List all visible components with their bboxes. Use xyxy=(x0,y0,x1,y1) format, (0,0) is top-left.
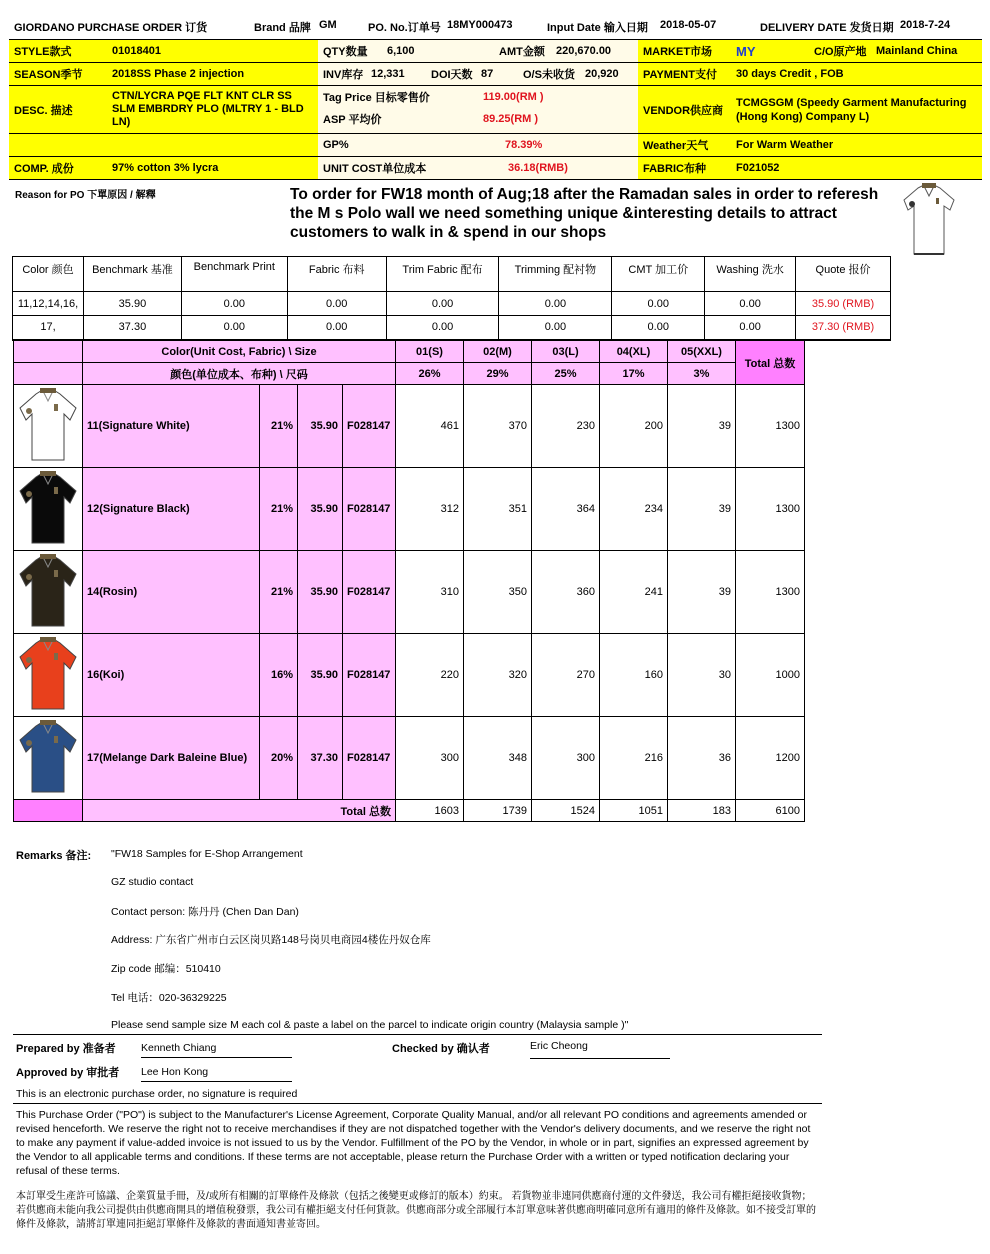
size-qty: 270 xyxy=(532,634,600,717)
polo-shirt-icon xyxy=(16,552,80,630)
input-date-value: 2018-05-07 xyxy=(660,19,717,31)
size-qty: 36 xyxy=(668,717,736,800)
color-swatch-image xyxy=(14,468,83,551)
reason-text: To order for FW18 month of Aug;18 after the Ramadan sales in order to referesh the M s Polo wall we need something unique &interesting details to attract customers to walk in & spend in our shops xyxy=(290,186,879,241)
size-qty: 320 xyxy=(464,634,532,717)
col-header: Trimming 配衬物 xyxy=(499,257,612,292)
color-size-header-cn: 颜色(单位成本、布种) \ 尺码 xyxy=(83,363,396,385)
col-header: CMT 加工价 xyxy=(612,257,705,292)
size-total: 1603 xyxy=(396,800,464,822)
size-qty: 370 xyxy=(464,385,532,468)
color-fabric: F028147 xyxy=(343,468,396,551)
color-pct: 16% xyxy=(260,634,298,717)
col-header: Quote 报价 xyxy=(796,257,891,292)
size-pct-row xyxy=(14,363,805,385)
inv-label: INV库存 xyxy=(323,69,364,81)
cell: 35.90 xyxy=(83,292,181,316)
row-total: 1000 xyxy=(736,634,805,717)
electronic-note: This is an electronic purchase order, no signature is required xyxy=(16,1088,298,1100)
col-header: Washing 洗水 xyxy=(705,257,796,292)
color-pct: 21% xyxy=(260,385,298,468)
color-unit-cost: 35.90 xyxy=(298,468,343,551)
tag-price-label: Tag Price 目标零售价 xyxy=(323,92,430,104)
quote-cell: 37.30 (RMB) xyxy=(796,316,891,340)
polo-shirt-icon xyxy=(16,386,80,464)
gp-label: GP% xyxy=(323,139,349,151)
polo-shirt-icon xyxy=(896,180,962,260)
size-qty: 39 xyxy=(668,551,736,634)
size-qty: 461 xyxy=(396,385,464,468)
size-qty: 160 xyxy=(600,634,668,717)
size-qty: 312 xyxy=(396,468,464,551)
amt-value: 220,670.00 xyxy=(556,45,612,57)
size-header-row xyxy=(14,341,805,363)
polo-shirt-icon xyxy=(16,635,80,713)
brand-value: GM xyxy=(319,19,337,31)
weather-label: Weather天气 xyxy=(643,140,709,152)
asp-label: ASP 平均价 xyxy=(323,114,382,126)
legal-terms-en: This Purchase Order ("PO") is subject to the Manufacturer's License Agreement, Corporate Quality Manual, and/or all relevant PO conditions and agreements amended or revised henceforth. We reserve the right not to receive merchandises if they are not dispatched together with the Vendor's delivery documents, and we reserve the right not to make any payment if value-added invoice is not issued to us by the Vendor. Fulfillment of the PO by the Vendor, in whole or in part, signifies an expressed agreement by the Vendor to all applicable terms and conditions. If these terms are not acceptable, please return the Purchase Order with a written or typed notification declaring your refusal of these terms. xyxy=(16,1109,811,1177)
checked-by-value: Eric Cheong xyxy=(530,1040,670,1059)
size-qty: 350 xyxy=(464,551,532,634)
color-swatch-image xyxy=(14,634,83,717)
size-qty: 230 xyxy=(532,385,600,468)
remark-line: Address: 广东省广州市白云区岗贝路148号岗贝电商园4楼佐丹奴仓库 xyxy=(111,934,431,946)
size-qty: 200 xyxy=(600,385,668,468)
size-total: 183 xyxy=(668,800,736,822)
color-size-header: Color(Unit Cost, Fabric) \ Size xyxy=(83,341,396,363)
approved-by-label: Approved by 审批者 xyxy=(16,1067,120,1079)
size-qty: 351 xyxy=(464,468,532,551)
weather-value: For Warm Weather xyxy=(736,139,834,151)
color-name: 14(Rosin) xyxy=(83,551,260,634)
size-header: 02(M) xyxy=(464,341,532,363)
color-unit-cost: 35.90 xyxy=(298,551,343,634)
cell: 0.00 xyxy=(287,292,386,316)
unit-cost-label: UNIT COST单位成本 xyxy=(323,163,427,175)
fabric-value: F021052 xyxy=(736,162,780,174)
total-header: Total 总数 xyxy=(736,341,805,385)
remark-line: Contact person: 陈丹丹 (Chen Dan Dan) xyxy=(111,906,299,918)
size-total: 1524 xyxy=(532,800,600,822)
polo-shirt-icon xyxy=(16,469,80,547)
brand-label: Brand 品牌 xyxy=(254,22,311,34)
doi-label: DOI天数 xyxy=(431,69,473,81)
color-row xyxy=(14,717,805,800)
size-qty: 310 xyxy=(396,551,464,634)
color-pct: 21% xyxy=(260,551,298,634)
delivery-date-value: 2018-7-24 xyxy=(900,19,951,31)
size-qty: 360 xyxy=(532,551,600,634)
size-qty: 39 xyxy=(668,385,736,468)
size-total: 1051 xyxy=(600,800,668,822)
size-qty: 364 xyxy=(532,468,600,551)
product-sketch-image xyxy=(896,180,962,260)
size-header: 05(XXL) xyxy=(668,341,736,363)
remark-line: "FW18 Samples for E-Shop Arrangement xyxy=(111,848,303,860)
size-total: 1739 xyxy=(464,800,532,822)
row-total: 1300 xyxy=(736,468,805,551)
row-total: 1300 xyxy=(736,551,805,634)
desc-value: CTN/LYCRA PQE FLT KNT CLR SS SLM EMBRDRY PLO (MLTRY 1 - BLD LN) xyxy=(112,90,304,128)
color-swatch-image xyxy=(14,717,83,800)
row-total: 1200 xyxy=(736,717,805,800)
document-title: GIORDANO PURCHASE ORDER 订货 xyxy=(14,22,208,34)
divider xyxy=(13,1034,822,1035)
color-fabric: F028147 xyxy=(343,634,396,717)
qty-value: 6,100 xyxy=(387,45,415,57)
size-qty: 39 xyxy=(668,468,736,551)
cell: 0.00 xyxy=(386,292,499,316)
size-qty: 30 xyxy=(668,634,736,717)
cell: 37.30 xyxy=(83,316,181,340)
table-row xyxy=(13,316,891,340)
color-row xyxy=(14,468,805,551)
header-row xyxy=(14,19,974,35)
amt-label: AMT金额 xyxy=(499,46,545,58)
remark-line: GZ studio contact xyxy=(111,876,194,888)
size-breakdown-table xyxy=(13,340,805,822)
qty-label: QTY数量 xyxy=(323,46,368,58)
origin-label: C/O原产地 xyxy=(814,46,867,58)
remarks-label: Remarks 备注: xyxy=(16,850,92,862)
grand-total: 6100 xyxy=(736,800,805,822)
color-unit-cost: 37.30 xyxy=(298,717,343,800)
input-date-label: Input Date 输入日期 xyxy=(547,22,648,34)
cell: 0.00 xyxy=(499,316,612,340)
order-info-grid xyxy=(9,39,982,180)
size-pct: 3% xyxy=(668,363,736,385)
inv-value: 12,331 xyxy=(371,68,405,80)
po-value: 18MY000473 xyxy=(447,19,513,31)
cell: 17, xyxy=(13,316,84,340)
payment-label: PAYMENT支付 xyxy=(643,69,717,81)
color-fabric: F028147 xyxy=(343,551,396,634)
color-name: 12(Signature Black) xyxy=(83,468,260,551)
size-qty: 348 xyxy=(464,717,532,800)
cost-breakdown-table xyxy=(12,256,891,341)
prepared-by-value: Kenneth Chiang xyxy=(141,1042,292,1058)
totals-row xyxy=(14,800,805,822)
origin-value: Mainland China xyxy=(876,45,958,57)
remark-line: Please send sample size M each col & paste a label on the parcel to indicate origin country (Malaysia sample )" xyxy=(111,1019,629,1031)
comp-label: COMP. 成份 xyxy=(14,163,74,175)
fabric-label: FABRIC布种 xyxy=(643,163,706,175)
cell: 0.00 xyxy=(386,316,499,340)
cell: 0.00 xyxy=(612,316,705,340)
size-pct: 25% xyxy=(532,363,600,385)
color-swatch-image xyxy=(14,385,83,468)
table-row xyxy=(13,292,891,316)
cost-table-header xyxy=(13,257,891,292)
size-qty: 300 xyxy=(532,717,600,800)
cell: 0.00 xyxy=(287,316,386,340)
row-total: 1300 xyxy=(736,385,805,468)
color-unit-cost: 35.90 xyxy=(298,385,343,468)
color-name: 17(Melange Dark Baleine Blue) xyxy=(83,717,260,800)
cell: 11,12,14,16, xyxy=(13,292,84,316)
delivery-date-label: DELIVERY DATE 发货日期 xyxy=(760,22,894,34)
color-swatch-image xyxy=(14,551,83,634)
cell: 0.00 xyxy=(612,292,705,316)
size-qty: 234 xyxy=(600,468,668,551)
col-header: Fabric 布料 xyxy=(287,257,386,292)
color-fabric: F028147 xyxy=(343,385,396,468)
payment-value: 30 days Credit , FOB xyxy=(736,68,844,80)
totals-label: Total 总数 xyxy=(83,800,396,822)
season-label: SEASON季节 xyxy=(14,69,83,81)
cell: 0.00 xyxy=(181,292,287,316)
gp-value: 78.39% xyxy=(505,139,543,151)
size-header: 04(XL) xyxy=(600,341,668,363)
cell: 0.00 xyxy=(499,292,612,316)
size-qty: 216 xyxy=(600,717,668,800)
color-pct: 20% xyxy=(260,717,298,800)
remark-line: Tel 电话：020-36329225 xyxy=(111,992,227,1004)
color-name: 16(Koi) xyxy=(83,634,260,717)
unit-cost-value: 36.18(RMB) xyxy=(508,162,568,174)
size-qty: 300 xyxy=(396,717,464,800)
asp-value: 89.25(RM ) xyxy=(483,113,539,125)
vendor-label: VENDOR供应商 xyxy=(643,104,724,117)
comp-value: 97% cotton 3% lycra xyxy=(112,162,219,174)
reason-label: Reason for PO 下單原因 / 解釋 xyxy=(15,190,156,201)
checked-by-label: Checked by 确认者 xyxy=(392,1043,490,1055)
color-pct: 21% xyxy=(260,468,298,551)
market-value: MY xyxy=(736,43,756,59)
col-header: Color 颜色 xyxy=(13,257,84,292)
cell: 0.00 xyxy=(705,316,796,340)
approved-by-value: Lee Hon Kong xyxy=(141,1066,292,1082)
size-header: 01(S) xyxy=(396,341,464,363)
po-label: PO. No.订单号 xyxy=(368,22,441,34)
legal-terms-cn: 本訂單受生產許可協議、企業質量手冊，及/或所有相關的訂單條件及條款（包括之後變更或修訂的版本）約束。 若貨物並非連同供應商付運的文件發送，我公司有權拒絕接收貨物；若供應商未能向我公司提供由供應商開具的增值稅發票，我公司有權拒絕支付任何貨款。供應商部分或全部履行本訂單意味著供應商明確同意所有適用的條件及條款。如不接受訂單的條件及條款，請將訂單連同拒絕訂單條件及條款的書面通知書並寄回。 xyxy=(16,1191,816,1230)
desc-label: DESC. 描述 xyxy=(14,104,73,117)
season-value: 2018SS Phase 2 injection xyxy=(112,68,245,80)
os-value: 20,920 xyxy=(585,68,619,80)
style-value: 01018401 xyxy=(112,45,161,57)
color-fabric: F028147 xyxy=(343,717,396,800)
divider xyxy=(13,1103,822,1104)
tag-price-value: 119.00(RM ) xyxy=(483,91,544,103)
style-label: STYLE款式 xyxy=(14,46,72,58)
col-header: Benchmark 基准 xyxy=(83,257,181,292)
remark-line: Zip code 邮编：510410 xyxy=(111,963,221,975)
market-label: MARKET市场 xyxy=(643,46,713,58)
os-label: O/S未收货 xyxy=(523,69,575,81)
color-row xyxy=(14,634,805,717)
doi-value: 87 xyxy=(481,68,494,80)
vendor-value: TCMGSGM (Speedy Garment Manufacturing (Hong Kong) Company L) xyxy=(736,96,967,123)
prepared-by-label: Prepared by 准备者 xyxy=(16,1043,116,1055)
color-unit-cost: 35.90 xyxy=(298,634,343,717)
color-name: 11(Signature White) xyxy=(83,385,260,468)
size-qty: 220 xyxy=(396,634,464,717)
col-header: Trim Fabric 配布 xyxy=(386,257,499,292)
cell: 0.00 xyxy=(705,292,796,316)
quote-cell: 35.90 (RMB) xyxy=(796,292,891,316)
cell: 0.00 xyxy=(181,316,287,340)
col-header: Benchmark Print xyxy=(181,257,287,292)
size-pct: 26% xyxy=(396,363,464,385)
size-pct: 29% xyxy=(464,363,532,385)
color-row xyxy=(14,385,805,468)
color-row xyxy=(14,551,805,634)
size-pct: 17% xyxy=(600,363,668,385)
polo-shirt-icon xyxy=(16,718,80,796)
size-qty: 241 xyxy=(600,551,668,634)
size-header: 03(L) xyxy=(532,341,600,363)
